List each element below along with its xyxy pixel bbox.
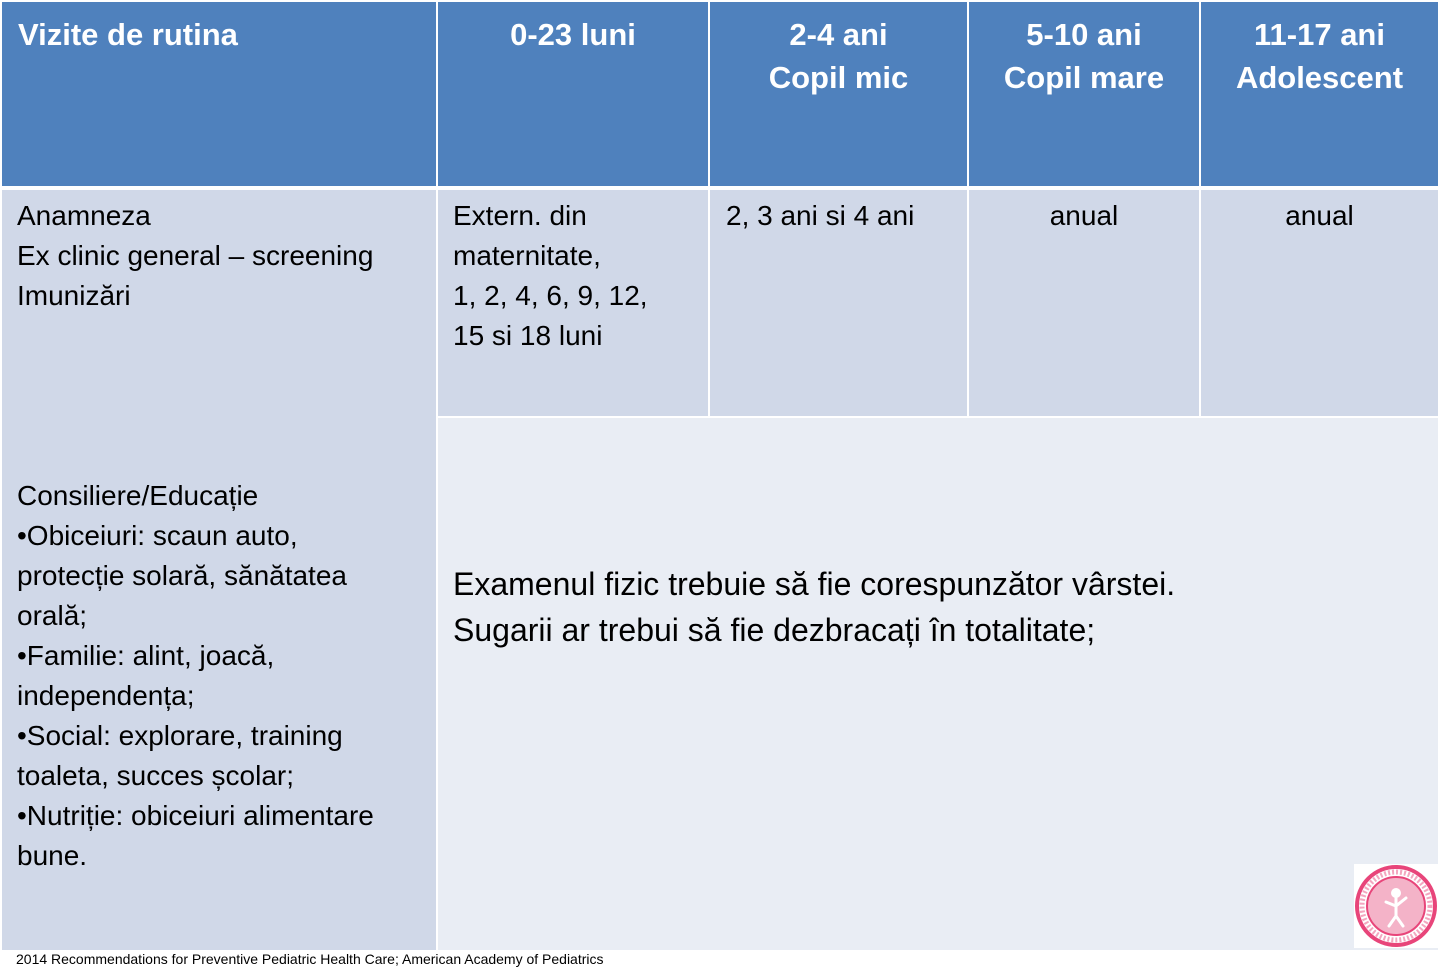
row2-left-text: Consiliere/Educație •Obiceiuri: scaun auto, protecție solară, sănătatea orală; •Familie: alint, joacă, independența; •Social: explorare, training toaleta, succes școlar; •Nutriție: obiceiuri alimentare bune. xyxy=(17,480,374,871)
pediatric-group-logo xyxy=(1354,864,1438,948)
header-5-10-ani: 5-10 ani Copil mare xyxy=(969,2,1199,186)
row1-5-10-ani-cell: anual xyxy=(969,190,1199,416)
header-11-17-ani: 11-17 ani Adolescent xyxy=(1201,2,1438,186)
row1-11-17-ani-cell: anual xyxy=(1201,190,1438,416)
header-2-4-ani: 2-4 ani Copil mic xyxy=(710,2,967,186)
row2-merged-cell xyxy=(438,418,1438,950)
row1-left-text: Anamneza Ex clinic general – screening Imunizări xyxy=(17,200,374,311)
row1-0-23-luni-cell: Extern. din maternitate, 1, 2, 4, 6, 9, 12, 15 si 18 luni xyxy=(438,190,708,416)
left-column-cell xyxy=(2,190,436,950)
header-vizite-de-rutina: Vizite de rutina xyxy=(2,2,436,186)
physical-exam-note: Examenul fizic trebuie să fie corespunzător vârstei. Sugarii ar trebui să fie dezbracați în totalitate; xyxy=(453,566,1176,648)
header-0-23-luni: 0-23 luni xyxy=(438,2,708,186)
pediatric-group-seal-icon xyxy=(1354,864,1438,948)
source-footnote: 2014 Recommendations for Preventive Pediatric Health Care; American Academy of Pediatrics xyxy=(16,951,604,967)
row1-2-4-ani-cell: 2, 3 ani si 4 ani xyxy=(710,190,967,416)
